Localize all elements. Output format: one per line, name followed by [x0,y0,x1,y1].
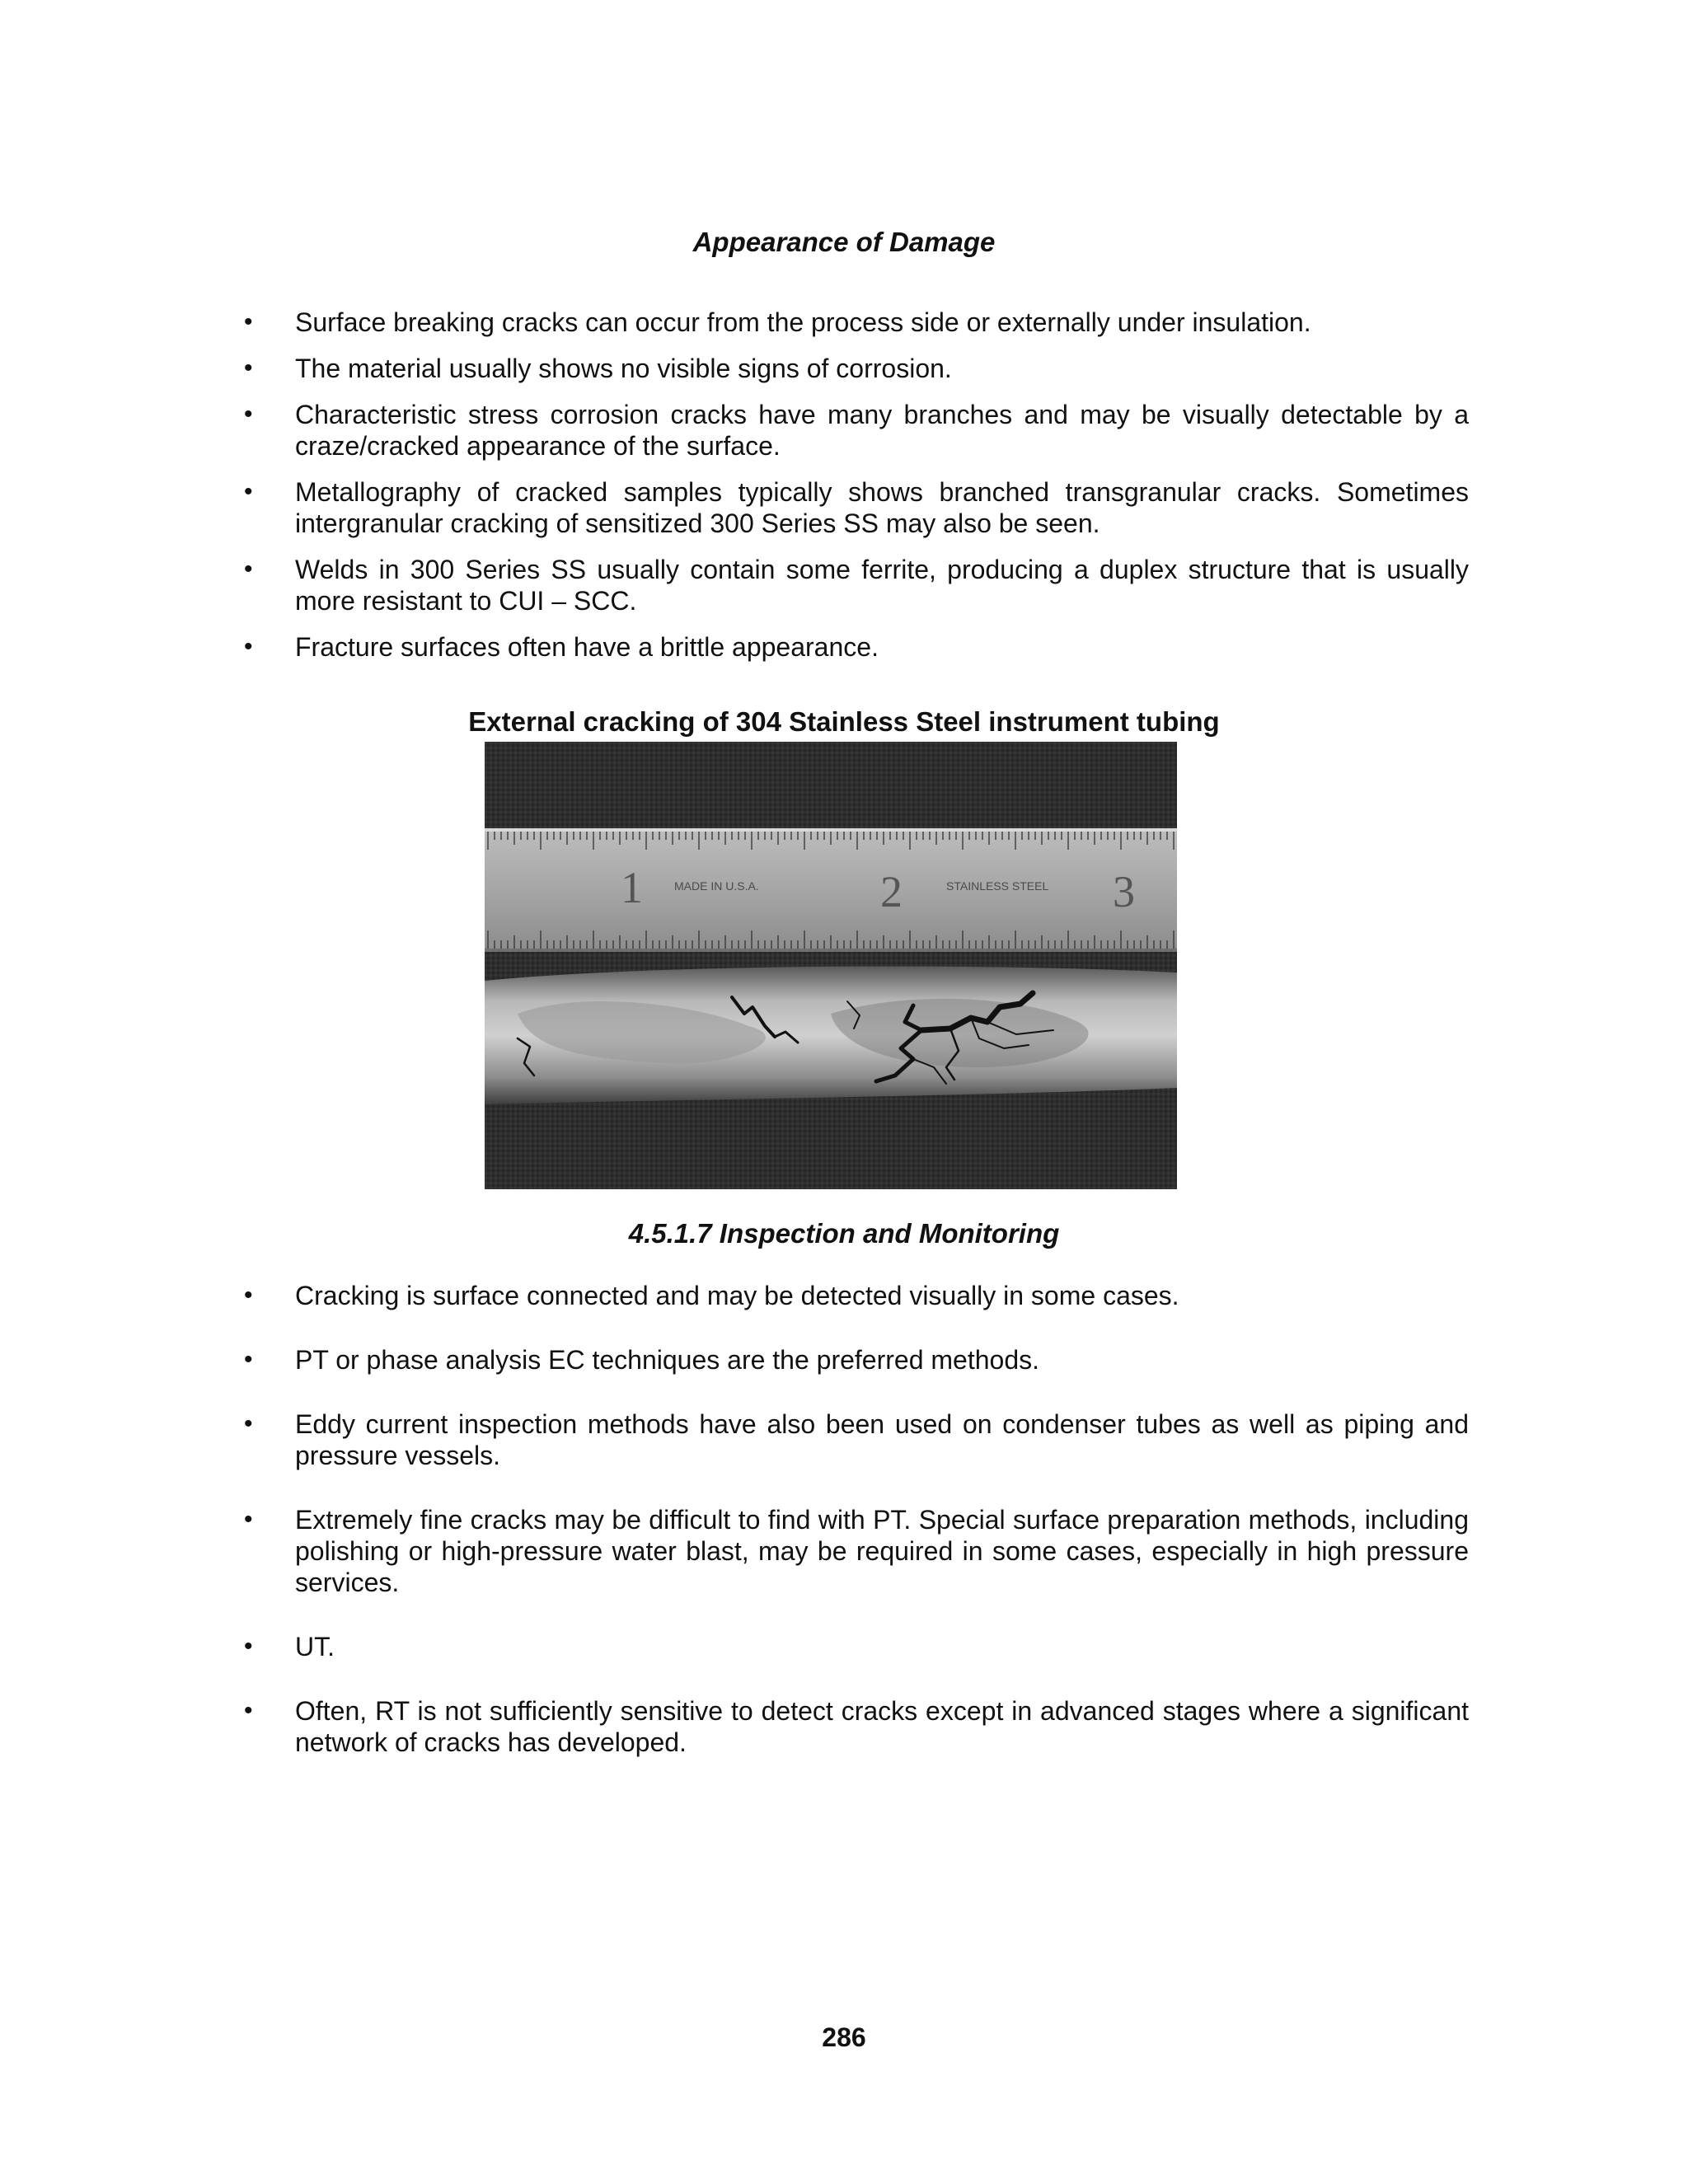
list-item [0,476,1469,539]
bullet-text: Characteristic stress corrosion cracks have many branches and may be visually detectable by a craze/cracked appearance of the surface. [295,400,1469,461]
bullet-icon: • [244,1697,253,1724]
list-item [0,1344,1469,1376]
ruler-number-2: 2 [880,867,903,916]
bullet-icon: • [244,633,253,660]
list-item [0,1280,1469,1311]
list-item [0,399,1469,462]
bullet-text: Welds in 300 Series SS usually contain some ferrite, producing a duplex structure that is usually more resistant to CUI – SCC. [295,555,1469,616]
page-number: 286 [822,2022,866,2052]
bullet-text: Fracture surfaces often have a brittle appearance. [295,632,879,662]
bullet-text: PT or phase analysis EC techniques are the preferred methods. [295,1345,1040,1375]
bullet-icon: • [244,401,253,428]
bullet-icon: • [244,1346,253,1373]
list-item [0,554,1469,616]
bullet-text: The material usually shows no visible signs of corrosion. [295,354,952,383]
bullet-text: Extremely fine cracks may be difficult to find with PT. Special surface preparation methods, including polishing or high-pressure water blast, may be required in some cases, especially in high pressure services. [295,1505,1469,1597]
ruler-imprint-made-in: MADE IN U.S.A. [674,879,759,893]
inspection-heading: 4.5.1.7 Inspection and Monitoring [628,1218,1060,1249]
bullet-icon: • [244,555,253,583]
appearance-heading: Appearance of Damage [692,227,996,257]
list-item [0,631,1469,663]
appearance-bullet-list [0,307,1469,677]
bullet-icon: • [244,1410,253,1437]
bullet-text: Eddy current inspection methods have also been used on condenser tubes as well as piping and pressure vessels. [295,1409,1469,1470]
ruler-number-3: 3 [1113,867,1135,916]
steel-ruler [485,828,1177,952]
ruler-number-1: 1 [621,863,643,912]
tubing-crack-photo [485,742,1177,1189]
instrument-tube [485,967,1177,1104]
bullet-icon: • [244,354,253,382]
figure-caption: External cracking of 304 Stainless Steel instrument tubing [468,706,1220,737]
bullet-icon: • [244,478,253,505]
list-item [0,307,1469,338]
bullet-text: Often, RT is not sufficiently sensitive to detect cracks except in advanced stages where a significant network of cracks has developed. [295,1696,1469,1757]
ruler-imprint-stainless: STAINLESS STEEL [946,879,1049,893]
fabric-background [485,742,1177,1189]
bullet-icon: • [244,1506,253,1533]
bullet-icon: • [244,1282,253,1309]
bullet-icon: • [244,308,253,335]
bullet-text: Cracking is surface connected and may be detected visually in some cases. [295,1281,1179,1310]
bullet-text: UT. [295,1632,335,1661]
list-item [0,353,1469,384]
list-item [0,1631,1469,1662]
bullet-icon: • [244,1633,253,1660]
bullet-text: Metallography of cracked samples typically shows branched transgranular cracks. Sometimes intergranular cracking of sensitized 300 Series SS may also be seen. [295,477,1469,538]
list-item [0,1695,1469,1758]
list-item [0,1504,1469,1598]
bullet-text: Surface breaking cracks can occur from the process side or externally under insulation. [295,307,1311,337]
inspection-bullet-list [0,1280,1469,1791]
list-item [0,1408,1469,1471]
